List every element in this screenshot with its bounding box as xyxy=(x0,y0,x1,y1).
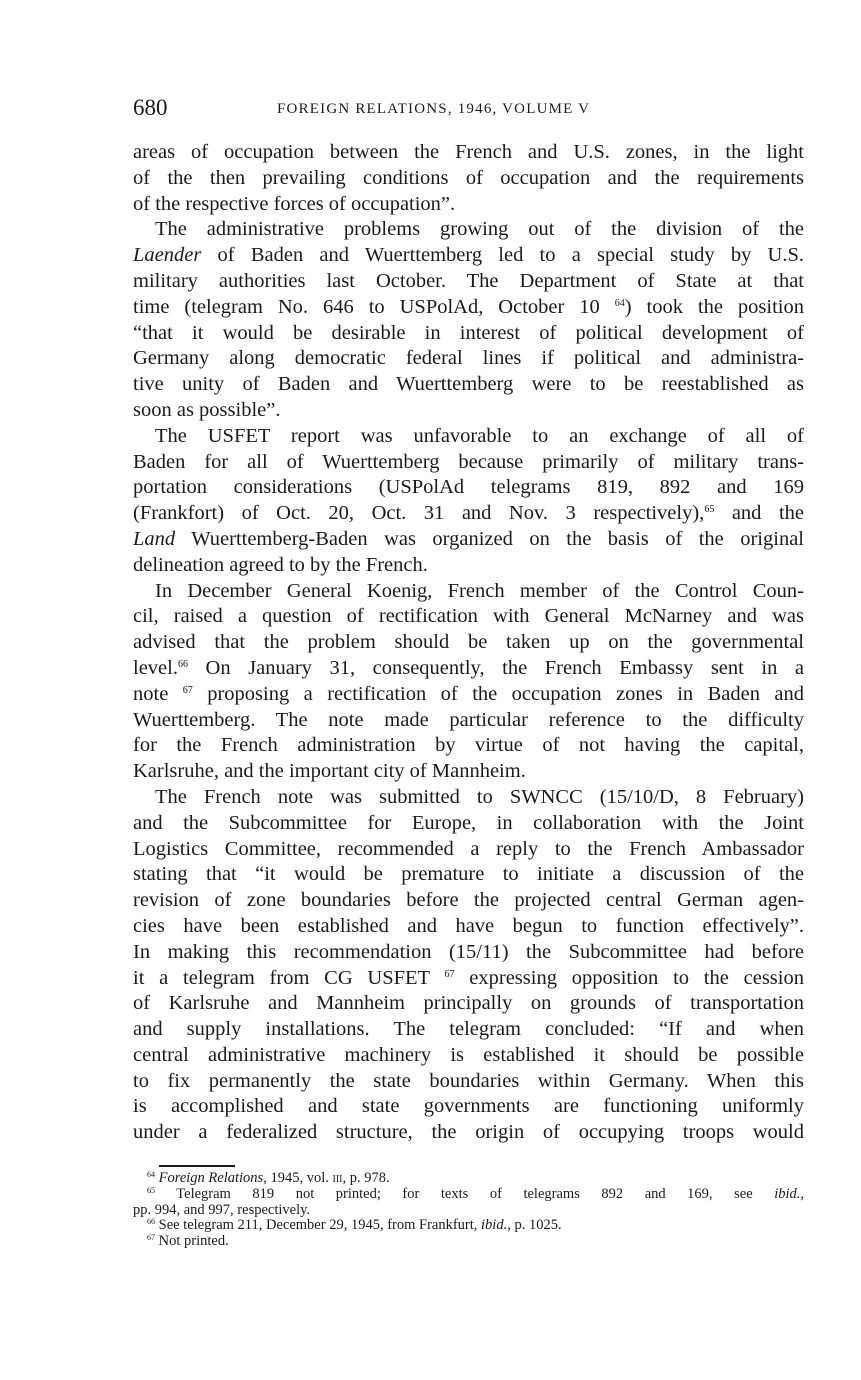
text-segment: Germany along democratic federal lines if political and administra- xyxy=(133,347,804,370)
footnote-ref: 65 xyxy=(704,504,715,516)
text-line xyxy=(133,991,804,1017)
body-text xyxy=(133,140,804,1146)
footnote-text: , xyxy=(800,1186,804,1202)
footnote-rule xyxy=(159,1165,235,1167)
text-line xyxy=(133,1017,804,1043)
footnote-line xyxy=(133,1171,804,1187)
text-segment: of the then prevailing conditions of occupation and the requirements xyxy=(133,166,804,189)
footnote-ref: 67 xyxy=(444,968,455,980)
text-line xyxy=(133,579,804,605)
text-line xyxy=(133,398,804,424)
footnote-ref: 67 xyxy=(182,684,193,696)
footnote-text: iii xyxy=(332,1171,343,1186)
text-segment: and the xyxy=(714,502,804,525)
text-segment: level. xyxy=(133,656,178,679)
text-line xyxy=(133,527,804,553)
text-segment: “that it would be desirable in interest of political development of xyxy=(133,321,804,344)
text-line xyxy=(133,630,804,656)
text-segment: to fix permanently the state boundaries within Germany. When this xyxy=(133,1069,804,1092)
footnote-ref: 66 xyxy=(177,658,188,670)
text-segment: central administrative machinery is established it should be possible xyxy=(133,1043,804,1066)
text-line xyxy=(133,940,804,966)
footnote-text: pp. 994, and 997, respectively. xyxy=(133,1202,311,1218)
text-line xyxy=(133,321,804,347)
text-segment: Land xyxy=(133,527,176,550)
footnote-number: 67 xyxy=(147,1234,155,1243)
text-line xyxy=(133,140,804,166)
text-line xyxy=(133,811,804,837)
text-segment: and supply installations. The telegram concluded: “If and when xyxy=(133,1018,804,1041)
footnote-text: Telegram 819 not printed; for texts of telegrams 892 and 169, see xyxy=(155,1186,775,1202)
text-line xyxy=(133,501,804,527)
text-line xyxy=(133,914,804,940)
text-segment: for the French administration by virtue of not having the capital, xyxy=(133,734,804,757)
page-number: 680 xyxy=(133,95,168,120)
text-segment: Laender xyxy=(133,244,202,267)
text-segment: Wuerttemberg. The note made particular reference to the difficulty xyxy=(133,708,804,731)
text-line xyxy=(133,733,804,759)
running-title: FOREIGN RELATIONS, 1946, VOLUME V xyxy=(277,101,591,117)
text-line xyxy=(133,269,804,295)
text-segment: The French note was submitted to SWNCC (15/10/D, 8 February) xyxy=(155,785,804,808)
text-segment: In December General Koenig, French member of the Control Coun- xyxy=(155,579,804,602)
text-line xyxy=(133,192,804,218)
text-line xyxy=(133,604,804,630)
text-segment: soon as possible”. xyxy=(133,398,281,421)
text-line xyxy=(133,966,804,992)
text-segment: Karlsruhe, and the important city of Mannheim. xyxy=(133,760,526,783)
footnote-text: ibid. xyxy=(774,1186,801,1202)
text-segment: of Baden and Wuerttemberg led to a special study by U.S. xyxy=(201,244,804,267)
text-segment: is accomplished and state governments are functioning uniformly xyxy=(133,1095,804,1118)
text-segment: advised that the problem should be taken up on the governmental xyxy=(133,631,804,654)
text-segment: cil, raised a question of rectification with General McNarney and was xyxy=(133,605,804,628)
text-segment: stating that “it would be premature to initiate a discussion of the xyxy=(133,863,804,886)
footnote-number: 65 xyxy=(147,1186,155,1195)
text-line xyxy=(133,166,804,192)
text-segment: revision of zone boundaries before the projected central German agen- xyxy=(133,889,804,912)
text-segment: (Frankfort) of Oct. 20, Oct. 31 and Nov. 3 respectively), xyxy=(133,502,705,525)
footnote-text: , p. 978. xyxy=(342,1171,390,1186)
text-line xyxy=(133,295,804,321)
text-line xyxy=(133,372,804,398)
footnote-text: ibid. xyxy=(481,1218,508,1234)
text-line xyxy=(133,1069,804,1095)
footnote-text: Not printed. xyxy=(155,1234,229,1250)
text-line xyxy=(133,1120,804,1146)
text-segment: areas of occupation between the French and U.S. zones, in the light xyxy=(133,141,804,163)
text-segment: military authorities last October. The Department of State at that xyxy=(133,269,804,292)
text-line xyxy=(133,785,804,811)
text-line xyxy=(133,450,804,476)
text-line xyxy=(133,759,804,785)
text-segment: tive unity of Baden and Wuerttemberg were to be reestablished as xyxy=(133,373,804,396)
text-segment: expressing opposition to the cession xyxy=(454,966,804,989)
text-line xyxy=(133,1043,804,1069)
page-header xyxy=(133,94,804,124)
text-segment: ) took the position xyxy=(624,295,804,318)
text-line xyxy=(133,346,804,372)
text-segment: In making this recommendation (15/11) the Subcommittee had before xyxy=(133,940,804,963)
footnotes xyxy=(133,1171,804,1250)
text-line xyxy=(133,553,804,579)
footnote-line xyxy=(133,1187,804,1203)
text-segment: proposing a rectification of the occupation zones in Baden and xyxy=(192,682,804,705)
footnote-number: 66 xyxy=(147,1218,155,1227)
text-segment: of Karlsruhe and Mannheim principally on grounds of transportation xyxy=(133,992,804,1015)
text-segment: Logistics Committee, recommended a reply to the French Ambassador xyxy=(133,837,804,860)
footnote-line xyxy=(133,1234,804,1250)
text-line xyxy=(133,1094,804,1120)
text-line xyxy=(133,837,804,863)
text-line xyxy=(133,862,804,888)
text-line xyxy=(133,243,804,269)
text-line xyxy=(133,708,804,734)
footnote-line xyxy=(133,1218,804,1234)
text-line xyxy=(133,656,804,682)
footnote-text: , 1945, vol. xyxy=(263,1171,333,1186)
text-segment: portation considerations (USPolAd telegrams 819, 892 and 169 xyxy=(133,476,804,499)
text-segment: and the Subcommittee for Europe, in collaboration with the Joint xyxy=(133,811,804,834)
footnote-text: Foreign Relations xyxy=(158,1171,264,1186)
text-segment: of the respective forces of occupation”. xyxy=(133,192,456,215)
text-segment: On January 31, consequently, the French Embassy sent in a xyxy=(187,656,804,679)
footnote-text: , p. 1025. xyxy=(507,1218,562,1234)
text-line xyxy=(133,888,804,914)
text-segment: under a federalized structure, the origin of occupying troops would xyxy=(133,1121,804,1144)
footnote-number: 64 xyxy=(147,1171,155,1179)
text-line xyxy=(133,217,804,243)
text-line xyxy=(133,475,804,501)
text-segment: Wuerttemberg-Baden was organized on the basis of the original xyxy=(175,527,804,550)
text-segment: time (telegram No. 646 to USPolAd, October 10 xyxy=(133,295,615,318)
text-line xyxy=(133,682,804,708)
text-segment: The USFET report was unfavorable to an exchange of all of xyxy=(155,424,804,447)
text-segment: Baden for all of Wuerttemberg because primarily of military trans- xyxy=(133,450,804,473)
text-segment: The administrative problems growing out of the division of the xyxy=(155,218,804,241)
text-segment: delineation agreed to by the French. xyxy=(133,553,428,576)
footnote-ref: 64 xyxy=(614,297,625,309)
text-line xyxy=(133,424,804,450)
footnote-text: See telegram 211, December 29, 1945, from Frankfurt, xyxy=(155,1218,482,1234)
text-segment: cies have been established and have begun to function effectively”. xyxy=(133,914,804,937)
text-segment: it a telegram from CG USFET xyxy=(133,966,445,989)
footnote-line xyxy=(133,1203,804,1219)
text-segment: note xyxy=(133,682,183,705)
